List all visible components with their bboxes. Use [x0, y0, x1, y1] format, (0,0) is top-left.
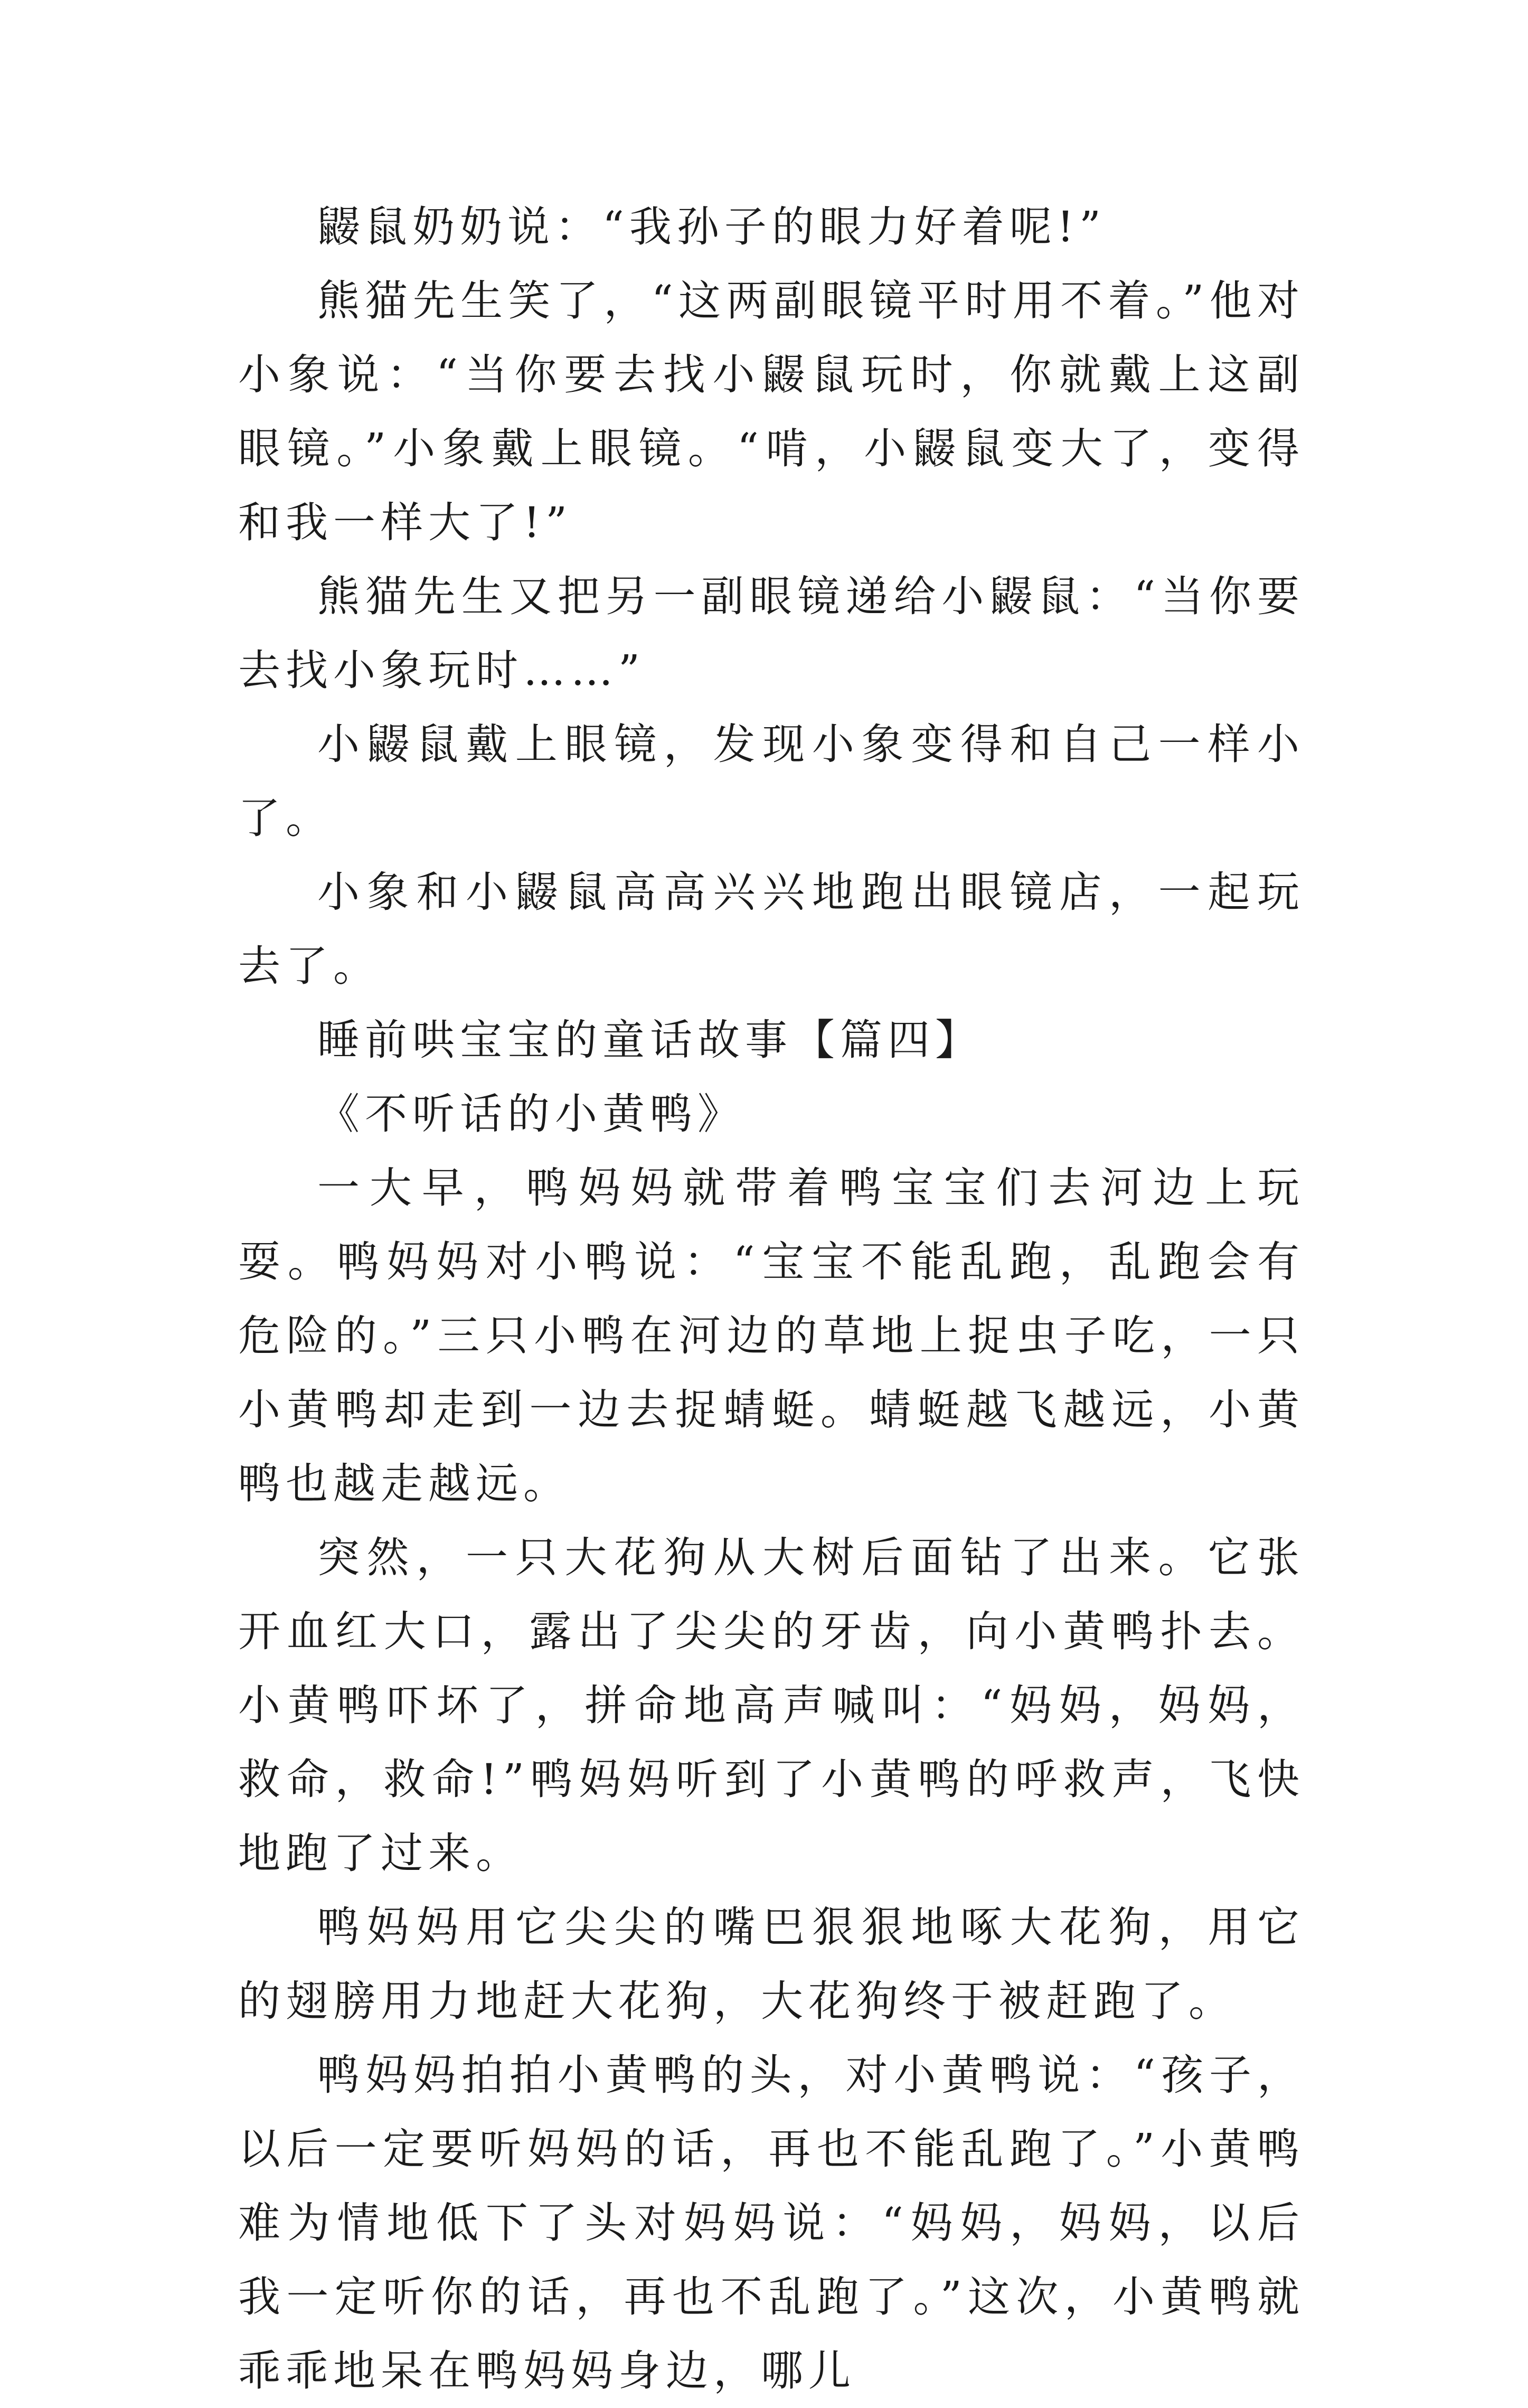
section-heading: 睡前哄宝宝的童话故事【篇四】 [317, 1015, 983, 1065]
paragraph: 熊猫先生笑了，“这两副眼镜平时用不着。”他对小象说：“当你要去找小鼹鼠玩时，你就戴上这副眼镜。”小象戴上眼镜。“啃，小鼹鼠变大了，变得和我一样大了!” [238, 276, 1305, 547]
paragraph: 突然，一只大花狗从大树后面钻了出来。它张开血红大口，露出了尖尖的牙齿，向小黄鸭扑去。小黄鸭吓坏了，拼命地高声喊叫：“妈妈，妈妈，救命，救命!”鸭妈妈听到了小黄鸭的呼救声，飞快地跑了过来。 [238, 1533, 1305, 1878]
document-body [238, 190, 1305, 2408]
paragraph: 熊猫先生又把另一副眼镜递给小鼹鼠：“当你要去找小象玩时……” [238, 572, 1305, 695]
paragraph: 鸭妈妈拍拍小黄鸭的头，对小黄鸭说：“孩子，以后一定要听妈妈的话，再也不能乱跑了。”小黄鸭难为情地低下了头对妈妈说：“妈妈，妈妈，以后我一定听你的话，再也不乱跑了。”这次，小黄鸭就乖乖地呆在鸭妈妈身边，哪儿 [238, 2050, 1305, 2395]
paragraph: 小象和小鼹鼠高高兴兴地跑出眼镜店，一起玩去了。 [238, 868, 1305, 991]
paragraph: 小鼹鼠戴上眼镜，发现小象变得和自己一样小了。 [238, 720, 1305, 843]
paragraph: 鼹鼠奶奶说：“我孙子的眼力好着呢!” [317, 202, 1106, 251]
paragraph: 一大早，鸭妈妈就带着鸭宝宝们去河边上玩耍。鸭妈妈对小鸭说：“宝宝不能乱跑，乱跑会有危险的。”三只小鸭在河边的草地上捉虫子吃，一只小黄鸭却走到一边去捉蜻蜓。蜻蜓越飞越远，小黄鸭也越走越远。 [238, 1163, 1305, 1508]
story-title: 《不听话的小黄鸭》 [317, 1089, 745, 1139]
paragraph: 鸭妈妈用它尖尖的嘴巴狠狠地啄大花狗，用它的翅膀用力地赶大花狗，大花狗终于被赶跑了。 [238, 1903, 1305, 2026]
